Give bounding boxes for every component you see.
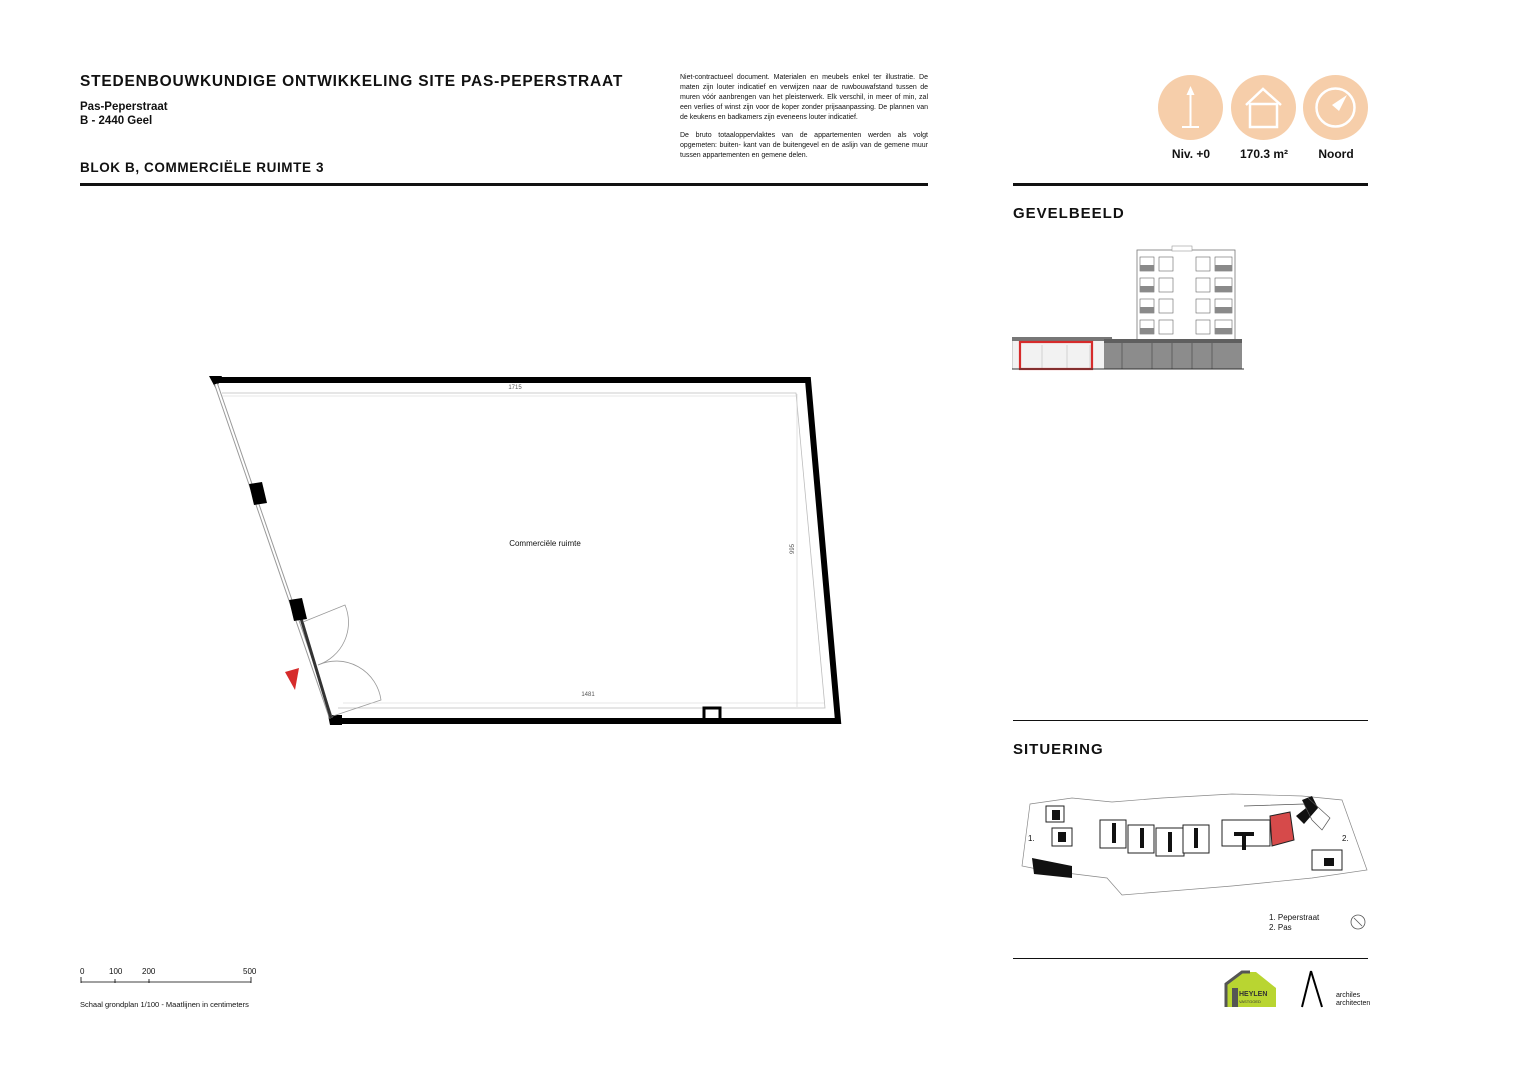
block-title: BLOK B, COMMERCIËLE RUIMTE 3: [80, 160, 325, 175]
north-arrow-icon: [1350, 914, 1366, 930]
page-title: STEDENBOUWKUNDIGE ONTWIKKELING SITE PAS-PEPERSTRAAT: [80, 73, 624, 90]
highlighted-lot: [1270, 812, 1294, 846]
architect-name: [1336, 992, 1370, 1008]
dimension-top: 1715: [508, 385, 522, 391]
side-divider-middle: [1013, 720, 1368, 721]
facade-elevation: [1012, 245, 1252, 375]
situation-legend: [1269, 913, 1319, 933]
level-icon: [1158, 75, 1223, 140]
street-marker-1: 1.: [1028, 834, 1035, 843]
area-value: 170.3 m²: [1239, 147, 1289, 161]
scale-label-100: 100: [109, 967, 123, 976]
architect-name-line1: archiles: [1336, 992, 1361, 999]
site-plan: [1012, 790, 1372, 905]
dimension-bottom: 1481: [581, 692, 595, 698]
exterior-wall: [214, 380, 838, 721]
scale-bar: [80, 976, 255, 986]
scale-label-200: 200: [142, 967, 156, 976]
architect-name-line2: architecten: [1336, 1000, 1371, 1007]
compass-icon: [1303, 75, 1368, 140]
level-value: Niv. +0: [1171, 147, 1211, 161]
scale-note: Schaal grondplan 1/100 - Maatlijnen in centimeters: [80, 1000, 249, 1009]
heylen-logo-subtext: VASTGOED: [1239, 999, 1261, 1004]
facade-column: [249, 482, 267, 505]
facade-column: [289, 598, 307, 621]
room-label: Commerciële ruimte: [509, 539, 581, 548]
facade-heading: GEVELBEELD: [1013, 205, 1125, 222]
dimension-right: 995: [790, 544, 796, 555]
address-street: Pas-Peperstraat: [80, 101, 168, 113]
orientation-value: Noord: [1318, 147, 1354, 161]
scale-label-0: 0: [80, 967, 85, 976]
legend-item-2: 2. Pas: [1269, 923, 1292, 932]
legend-item-1: 1. Peperstraat: [1269, 913, 1320, 922]
side-divider-bottom: [1013, 958, 1368, 959]
side-divider-top: [1013, 183, 1368, 186]
location-heading: SITUERING: [1013, 741, 1104, 758]
disclaimer-paragraph-2: De bruto totaaloppervlaktes van de appartementen werden als volgt opgemeten: buiten- kant van de buitengevel en de aslijn van de gemene muur tussen appartementen en gemene delen.: [680, 132, 928, 159]
heylen-logo-text: HEYLEN: [1239, 991, 1268, 998]
entrance-marker: [285, 668, 299, 690]
disclaimer-paragraph-1: Niet-contractueel document. Materialen en meubels enkel ter illustratie. De maten zijn louter indicatief en verwijzen naar de ruwbouwafstand tussen de muren vóór aanbrengen van het pleisterwerk. Elk verschil, in meer of min, zal een verlies of winst zijn voor de koper zonder prijsaanpassing. De plannen van de keukens en badkamers zijn eveneens louter indicatief.: [680, 74, 928, 121]
address-city: B - 2440 Geel: [80, 115, 153, 127]
street-marker-2: 2.: [1342, 834, 1349, 843]
house-icon: [1231, 75, 1296, 140]
scale-label-500: 500: [243, 967, 257, 976]
architect-logo: [1296, 968, 1330, 1010]
